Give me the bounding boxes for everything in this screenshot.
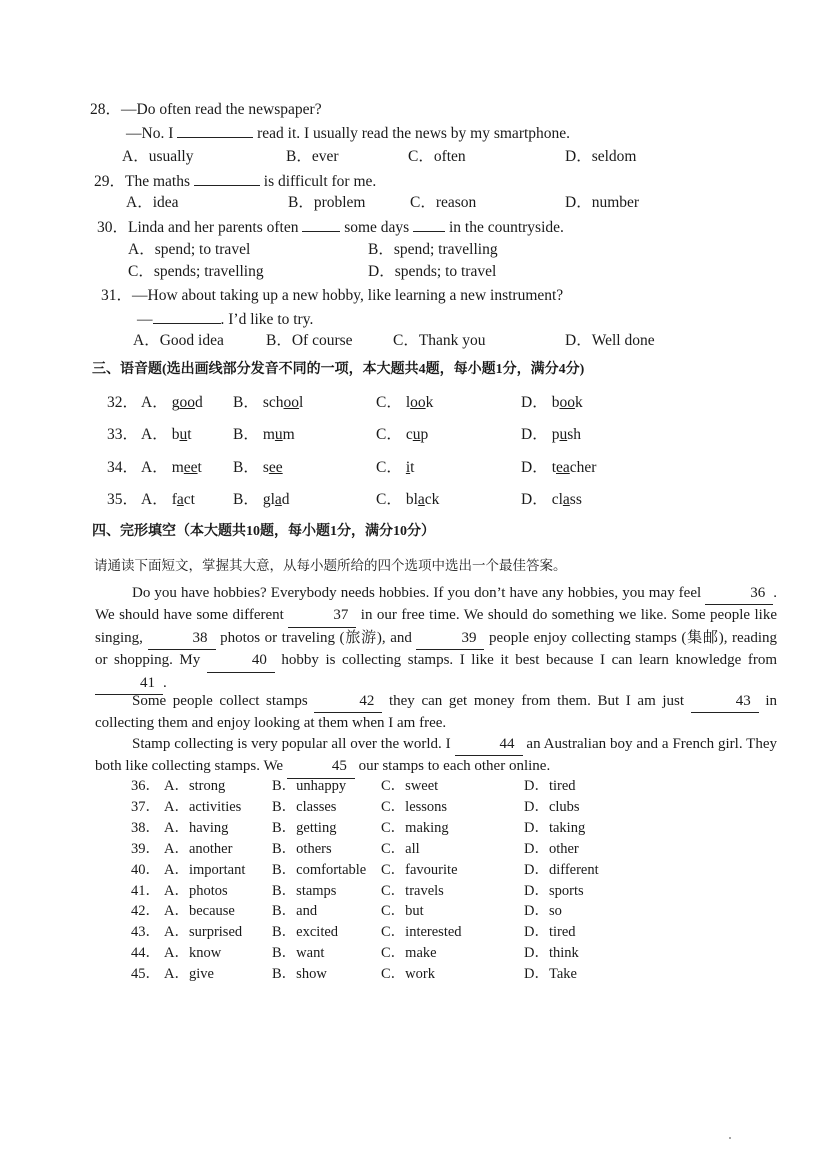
cloze-question-number: 41．: [131, 882, 160, 899]
word-part: ct: [183, 491, 195, 508]
blank-39: 39: [416, 628, 484, 650]
q31-number: 31．: [101, 287, 133, 304]
cloze-question-number: 45．: [131, 966, 160, 983]
underlined-letters: i: [405, 459, 411, 476]
phonetics-question-number: 35．: [107, 491, 139, 508]
passage-text: Some people collect stamps: [132, 693, 308, 709]
blank-36: 36: [705, 583, 773, 605]
cloze-option: C．travels: [381, 882, 444, 899]
q30-option-c: C．spends; travelling: [128, 263, 264, 280]
blank-37: 37: [288, 605, 356, 627]
word-part: t: [187, 426, 192, 443]
cloze-option: C．lessons: [381, 798, 448, 815]
underlined-letters: u: [412, 426, 421, 443]
q30-option-b: B．spend; travelling: [368, 241, 498, 258]
q28-line2: [126, 123, 570, 144]
cloze-option: A．having: [164, 819, 229, 836]
word-part: t: [197, 459, 202, 476]
blank-43: 43: [691, 691, 759, 713]
cloze-question-number: 38．: [131, 819, 160, 836]
q28-reply-end: read it. I usually read the news by my smartphone.: [257, 125, 571, 142]
word-part: d: [281, 491, 290, 508]
cloze-question-number: 42．: [131, 903, 160, 920]
word-part: b: [171, 426, 180, 443]
phonetics-question-number: 33．: [107, 426, 139, 443]
cloze-option: A．photos: [164, 882, 228, 899]
underlined-letters: oo: [283, 394, 300, 411]
q29-line: [94, 171, 376, 192]
phonetics-option: [521, 425, 581, 445]
phonetics-option: [233, 393, 303, 413]
underlined-letters: u: [274, 426, 283, 443]
word-part: A．: [141, 459, 168, 476]
word-part: bl: [405, 491, 418, 508]
cloze-option: C．but: [381, 903, 424, 920]
cloze-option: C．making: [381, 819, 449, 836]
q29-pre: The maths: [125, 173, 191, 190]
blank-41: 41: [95, 673, 163, 695]
blank-38: 38: [148, 628, 216, 650]
cloze-option: A．another: [164, 840, 233, 857]
underlined-letters: a: [417, 491, 425, 508]
phonetics-option: [376, 425, 428, 445]
word-part: k: [574, 394, 583, 411]
passage-paragraph-2: [95, 691, 777, 735]
word-part: ss: [569, 491, 582, 508]
phonetics-option: [233, 425, 295, 445]
phonetics-option: [521, 490, 582, 510]
q30-option-a: A．spend; to travel: [128, 241, 251, 258]
passage-text: Do you have hobbies? Everybody needs hobbies. If you don’t have any hobbies, you may feel: [132, 585, 702, 601]
cloze-question-number: 36．: [131, 778, 160, 794]
phonetics-option: [233, 490, 290, 510]
cloze-question-number: 43．: [131, 924, 160, 941]
q28-line1: [90, 100, 322, 120]
cloze-option: A．surprised: [164, 924, 243, 941]
word-part: D．: [521, 459, 548, 476]
word-part: A．: [141, 394, 168, 411]
blank-45: 45: [287, 756, 355, 778]
passage-text: Stamp collecting is very popular all over the world. I: [132, 736, 451, 752]
phonetics-option: [376, 490, 439, 510]
cloze-question-number: 37．: [131, 798, 160, 815]
underlined-letters: oo: [410, 394, 426, 411]
cloze-option: D．Take: [524, 966, 577, 983]
underlined-letters: ee: [183, 459, 198, 476]
phonetics-option: [521, 393, 583, 413]
q30-line: [97, 217, 564, 238]
word-part: t: [551, 459, 557, 476]
cloze-option: B．others: [272, 840, 332, 857]
passage-text: in our free time. We should do something we like. Some people like singing,: [95, 607, 777, 646]
q31-reply-start: —: [137, 311, 153, 328]
phonetics-option: [141, 425, 192, 445]
word-part: g: [171, 394, 180, 411]
scan-speck: [729, 1137, 731, 1139]
underlined-letters: ea: [556, 459, 570, 476]
word-part: C．: [376, 426, 402, 443]
word-part: ck: [424, 491, 440, 508]
q31-option-a: A．Good idea: [133, 332, 224, 349]
cloze-option: D．different: [524, 861, 599, 878]
q31-option-b: B．Of course: [266, 332, 353, 349]
cloze-option: C．interested: [381, 924, 462, 941]
cloze-option: D．so: [524, 903, 562, 920]
q31-option-c: C．Thank you: [393, 332, 486, 349]
underlined-letters: u: [559, 426, 568, 443]
q31-prompt: —How about taking up a new hobby, like learning a new instrument?: [132, 287, 564, 304]
underlined-letters: a: [274, 491, 282, 508]
cloze-option: C．sweet: [381, 778, 439, 794]
cloze-option: B．stamps: [272, 882, 337, 899]
phonetics-option: [141, 393, 203, 413]
q29-option-b: B．problem: [288, 194, 366, 211]
q30-option-d: D．spends; to travel: [368, 263, 497, 280]
cloze-option: D．think: [524, 945, 579, 962]
underlined-letters: oo: [179, 394, 195, 411]
underlined-letters: u: [179, 426, 188, 443]
word-part: m: [282, 426, 295, 443]
word-part: t: [410, 459, 415, 476]
cloze-option: A．important: [164, 861, 246, 878]
q31-line1: [101, 286, 563, 306]
word-part: cher: [569, 459, 597, 476]
cloze-option: B．comfortable: [272, 861, 367, 878]
cloze-option: C．make: [381, 945, 437, 962]
q29-option-c: C．reason: [410, 194, 477, 211]
passage-text: our stamps to each other online.: [358, 758, 551, 775]
word-part: m: [262, 426, 275, 443]
q29-number: 29．: [94, 173, 126, 190]
word-part: B．: [233, 394, 259, 411]
word-part: B．: [233, 491, 259, 508]
q29-blank: [194, 171, 260, 186]
q30-number: 30．: [97, 219, 129, 236]
word-part: A．: [141, 426, 168, 443]
word-part: D．: [521, 426, 548, 443]
cloze-option: D．clubs: [524, 798, 580, 815]
q31-line2: [137, 309, 313, 330]
word-part: s: [262, 459, 269, 476]
passage-text: photos or traveling (旅游), and: [220, 629, 412, 646]
q29-option-a: A．idea: [126, 194, 179, 211]
cloze-option: B．and: [272, 903, 318, 920]
cloze-option: A．because: [164, 903, 235, 920]
phonetics-option: [141, 458, 202, 478]
q28-blank: [177, 123, 253, 138]
cloze-option: A．know: [164, 945, 222, 962]
passage-text: an Australian boy and a French girl. They both like collecting stamps. We: [95, 736, 778, 775]
section-4-instruction: 请通读下面短文，掌握其大意，从每小题所给的四个选项中选出一个最佳答案。: [94, 558, 567, 573]
cloze-option: D．tired: [524, 778, 576, 794]
passage-text: . We should have some different: [95, 585, 778, 624]
word-part: B．: [233, 459, 259, 476]
passage-text: they can get money from them. But I am just: [388, 693, 685, 709]
word-part: p: [420, 426, 429, 443]
q28-number: 28．: [90, 101, 122, 118]
word-part: m: [171, 459, 184, 476]
cloze-option: C．work: [381, 966, 435, 983]
phonetics-option: [233, 458, 283, 478]
underlined-letters: ee: [268, 459, 283, 476]
word-part: gl: [262, 491, 275, 508]
cloze-option: B．unhappy: [272, 778, 347, 794]
q30-blank-1: [302, 217, 340, 232]
q30-post: in the countryside.: [448, 219, 564, 236]
underlined-letters: a: [562, 491, 570, 508]
cloze-option: A．give: [164, 966, 214, 983]
cloze-option: D．sports: [524, 882, 584, 899]
phonetics-question-number: 32．: [107, 394, 139, 411]
word-part: b: [551, 394, 560, 411]
q30-pre: Linda and her parents often: [128, 219, 299, 236]
word-part: p: [551, 426, 560, 443]
word-part: B．: [233, 426, 259, 443]
q28-prompt: —Do often read the newspaper?: [121, 101, 322, 118]
section-4-title: 四、完形填空（本大题共10题，每小题1分，满分10分）: [92, 524, 435, 539]
q28-option-d: D．seldom: [565, 148, 637, 165]
word-part: C．: [376, 459, 402, 476]
phonetics-option: [376, 393, 433, 413]
section-3-title: 三、语音题(选出画线部分发音不同的一项，本大题共4题，每小题1分，满分4分): [92, 362, 585, 377]
phonetics-question-number: 34．: [107, 459, 139, 476]
cloze-option: B．getting: [272, 819, 337, 836]
cloze-option: A．strong: [164, 778, 226, 794]
phonetics-option: [141, 490, 195, 510]
q28-option-b: B．ever: [286, 148, 339, 165]
word-part: l: [405, 394, 411, 411]
word-part: k: [425, 394, 434, 411]
underlined-letters: a: [176, 491, 184, 508]
blank-42: 42: [314, 691, 382, 713]
cloze-option: B．excited: [272, 924, 339, 941]
q28-reply-start: —No. I: [126, 125, 174, 142]
passage-text: in collecting them and enjoy looking at them when I am free.: [95, 693, 778, 732]
word-part: D．: [521, 491, 548, 508]
word-part: C．: [376, 394, 402, 411]
q30-blank-2: [413, 217, 445, 232]
cloze-option: C．favourite: [381, 861, 458, 878]
word-part: C．: [376, 491, 402, 508]
cloze-option: D．tired: [524, 924, 576, 941]
word-part: c: [405, 426, 413, 443]
cloze-option: D．taking: [524, 819, 586, 836]
underlined-letters: oo: [559, 394, 575, 411]
word-part: cl: [551, 491, 563, 508]
cloze-question-number: 40．: [131, 861, 160, 878]
blank-44: 44: [455, 734, 523, 756]
word-part: f: [171, 491, 177, 508]
passage-text: hobby is collecting stamps. I like it best because I can learn knowledge from: [281, 652, 778, 669]
cloze-option: A．activities: [164, 798, 242, 815]
word-part: l: [299, 394, 304, 411]
word-part: A．: [141, 491, 168, 508]
q28-option-a: A．usually: [122, 148, 194, 165]
cloze-option: D．other: [524, 840, 579, 857]
word-part: sh: [567, 426, 581, 443]
passage-text: people enjoy collecting stamps (集邮), reading or shopping. My: [95, 629, 778, 669]
phonetics-option: [376, 458, 414, 478]
passage-paragraph-1: [95, 583, 777, 695]
cloze-question-number: 44．: [131, 945, 160, 962]
q28-option-c: C．often: [408, 148, 466, 165]
cloze-question-number: 39．: [131, 840, 160, 857]
cloze-option: B．want: [272, 945, 325, 962]
passage-paragraph-3: [95, 734, 777, 779]
phonetics-option: [521, 458, 596, 478]
word-part: D．: [521, 394, 548, 411]
q31-blank: [153, 309, 221, 324]
word-part: d: [194, 394, 203, 411]
word-part: sch: [262, 394, 284, 411]
q31-option-d: D．Well done: [565, 332, 655, 349]
q31-reply-end: . I’d like to try.: [220, 311, 314, 328]
blank-40: 40: [207, 650, 275, 672]
q30-mid: some days: [344, 219, 410, 236]
cloze-option: C．all: [381, 840, 420, 857]
cloze-option: B．classes: [272, 798, 337, 815]
passage-text: .: [163, 674, 167, 691]
q29-post: is difficult for me.: [263, 173, 377, 190]
q29-option-d: D．number: [565, 194, 640, 211]
cloze-option: B．show: [272, 966, 327, 983]
